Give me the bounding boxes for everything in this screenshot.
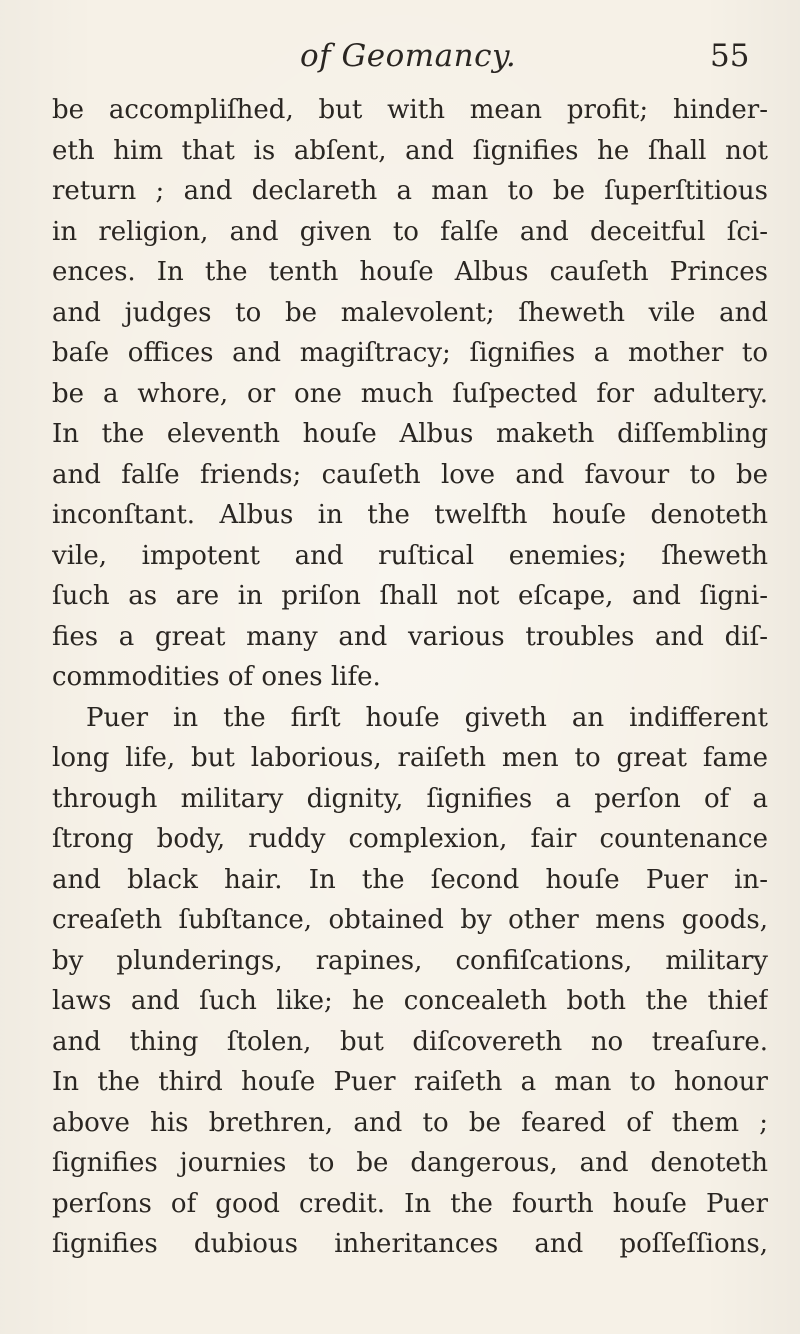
text-line: and falſe friends; cauſeth love and favour to be <box>52 459 768 490</box>
text-line: perſons of good credit. In the fourth houſe Puer <box>52 1188 768 1219</box>
text-line: ences. In the tenth houſe Albus cauſeth Princes <box>52 257 768 287</box>
text-line: ſignifies journies to be dangerous, and denoteth <box>52 1148 768 1178</box>
body-text <box>52 90 768 1265</box>
text-line: laws and ſuch like; he concealeth both the thief <box>52 986 768 1016</box>
text-line: In the third houſe Puer raiſeth a man to honour <box>52 1067 768 1097</box>
text-line: be a whore, or one much ſuſpected for adultery. <box>52 378 768 409</box>
text-line: inconſtant. Albus in the twelfth houſe denoteth <box>52 500 768 530</box>
text-line: fies a great many and various troubles and diſ- <box>52 621 768 652</box>
text-line: ſignifies dubious inheritances and poſſeſſions, <box>52 1229 768 1259</box>
text-line: by plunderings, rapines, confiſcations, military <box>52 945 768 976</box>
text-line: above his brethren, and to be feared of them ; <box>52 1107 768 1138</box>
page-header <box>0 30 800 80</box>
text-line: be accompliſhed, but with mean profit; hinder- <box>52 95 768 125</box>
text-line: long life, but laborious, raiſeth men to great fame <box>52 743 768 773</box>
text-line: eth him that is abſent, and ſignifies he ſhall not <box>52 135 768 166</box>
text-line: baſe offices and magiſtracy; ſignifies a mother to <box>52 338 768 368</box>
text-line: Puer in the firſt houſe giveth an indifferent <box>86 702 768 733</box>
text-line: through military dignity, ſignifies a perſon of a <box>52 783 768 814</box>
page-number: 55 <box>710 38 750 74</box>
text-line: in religion, and given to falſe and deceitful ſci- <box>52 216 768 247</box>
text-line: return ; and declareth a man to be ſuperſtitious <box>52 176 768 206</box>
running-title: of Geomancy. <box>300 38 517 74</box>
text-line: vile, impotent and ruſtical enemies; ſheweth <box>52 540 768 571</box>
text-line: In the eleventh houſe Albus maketh diſſembling <box>52 419 768 449</box>
text-line: creaſeth ſubſtance, obtained by other mens goods, <box>52 905 768 935</box>
text-line: and black hair. In the ſecond houſe Puer in- <box>52 864 768 895</box>
text-line: commodities of ones life. <box>52 662 381 692</box>
text-line: ſtrong body, ruddy complexion, fair countenance <box>52 824 768 854</box>
text-line: and judges to be malevolent; ſheweth vile and <box>52 297 768 328</box>
text-line: ſuch as are in priſon ſhall not eſcape, and ſigni- <box>52 581 768 611</box>
text-line: and thing ſtolen, but diſcovereth no treaſure. <box>52 1026 768 1057</box>
